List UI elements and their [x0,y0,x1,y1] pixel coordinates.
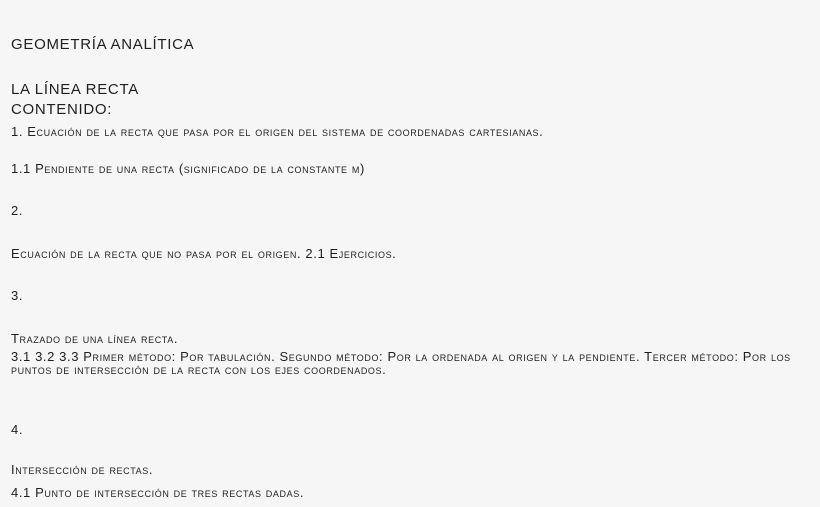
contents-item-3-number: 3. [11,288,24,303]
document-subtitle: LA LÍNEA RECTA [11,81,139,98]
contents-item-2-text: Ecuación de la recta que no pasa por el origen. 2.1 Ejercicios. [11,246,397,261]
document-page [11,0,811,507]
contents-item-3-sub: 3.1 3.2 3.3 Primer método: Por tabulación. Segundo método: Por la ordenada al origen y la pendiente. Tercer método: Por los puntos de intersección de la recta con los ejes coordenados. [11,349,791,377]
contents-item-4-text: Intersección de rectas. [11,462,154,477]
contents-item-1: 1. Ecuación de la recta que pasa por el origen del sistema de coordenadas cartesianas. [11,124,544,139]
contents-item-4-number: 4. [11,422,24,437]
contents-heading: CONTENIDO: [11,101,113,118]
contents-item-3-text: Trazado de una línea recta. [11,331,179,346]
document-title: GEOMETRÍA ANALÍTICA [11,36,195,53]
contents-item-2-number: 2. [11,203,24,218]
contents-item-4-1: 4.1 Punto de intersección de tres rectas dadas. [11,485,305,500]
contents-item-1-1: 1.1 Pendiente de una recta (significado de la constante m) [11,161,365,176]
